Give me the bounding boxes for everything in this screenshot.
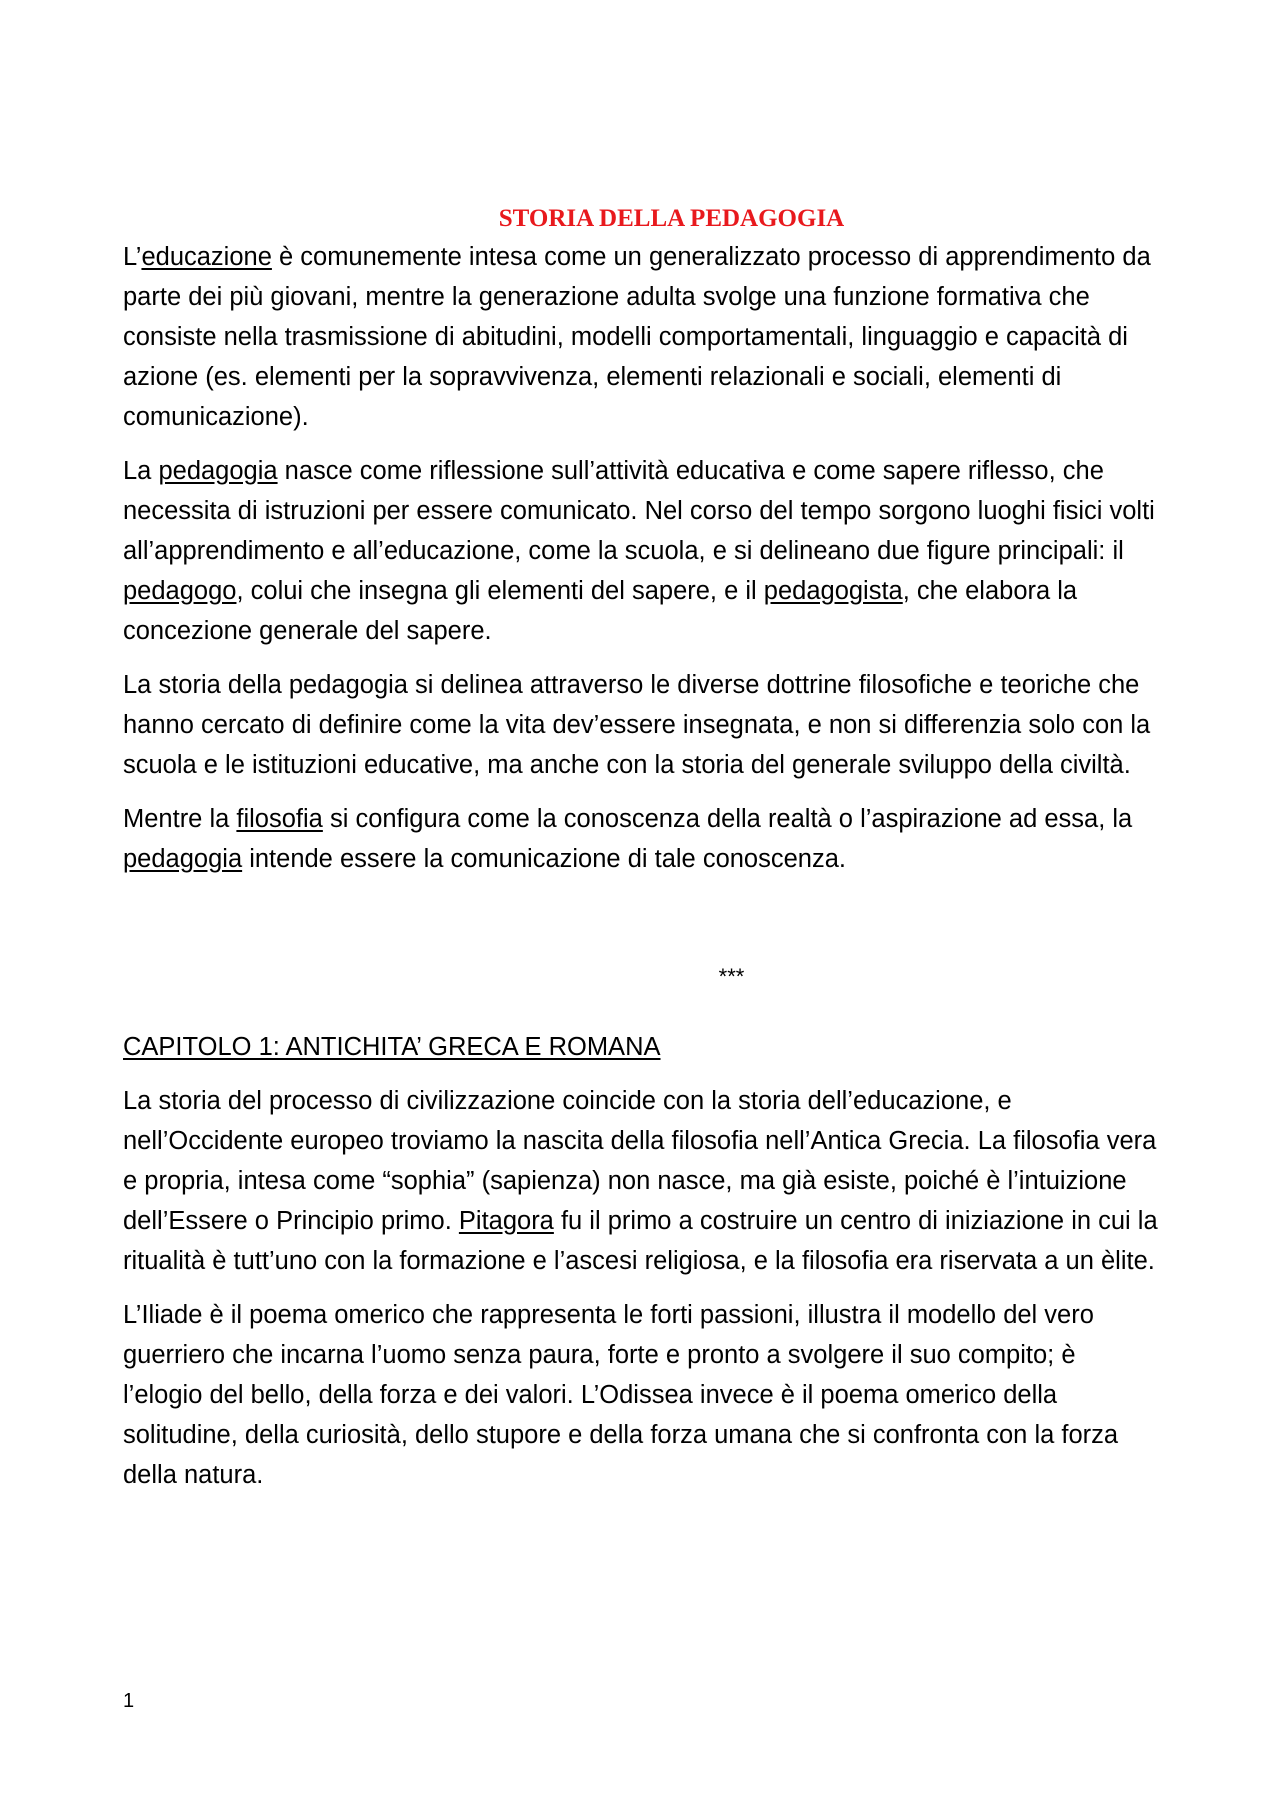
underlined-term: pedagogo: [123, 577, 237, 605]
underlined-term: Pitagora: [458, 1207, 554, 1235]
text-run: intende essere la comunicazione di tale conoscenza.: [242, 845, 846, 873]
chapter-heading: CAPITOLO 1: ANTICHITA’ GRECA E ROMANA: [123, 1033, 661, 1061]
text-run: La: [123, 457, 159, 485]
paragraph-5: [123, 1081, 1160, 1281]
page-number: 1: [123, 1690, 135, 1712]
document-title: STORIA DELLA PEDAGOGIA: [498, 205, 845, 232]
paragraph-6: L’Iliade è il poema omerico che rappresenta le forti passioni, illustra il modello del vero guerriero che incarna l’uomo senza paura, forte e pronto a svolgere il suo compito; è l’elogio del bello, della forza e dei valori. L’Odissea invece è il poema omerico della solitudine, della curiosità, dello stupore e della forza umana che si confronta con la forza della natura.: [123, 1301, 1119, 1489]
paragraph-3: La storia della pedagogia si delinea attraverso le diverse dottrine filosofiche e teoriche che hanno cercato di definire come la vita dev’essere insegnata, e non si differenzia solo con la scuola e le istituzioni educative, ma anche con la storia del generale sviluppo della civiltà.: [123, 671, 1151, 779]
paragraph-1: [123, 237, 1160, 437]
text-run: nasce come riflessione sull’attività educativa e come sapere riflesso, che necessita di istruzioni per essere comunicato. Nel corso del tempo sorgono luoghi fisici volti all’apprendimento e all’educazione, come la scuola, e si delineano due figure principali: il: [123, 457, 1155, 565]
section-separator: ***: [718, 964, 745, 989]
text-run: fu il primo a costruire un centro di iniziazione in cui la ritualità è tutt’uno con la formazione e l’ascesi religiosa, e la filosofia era riservata a un èlite.: [123, 1207, 1158, 1275]
text-run: si configura come la conoscenza della realtà o l’aspirazione ad essa, la: [322, 805, 1133, 833]
underlined-term: pedagogia: [158, 457, 278, 485]
underlined-term: pedagogia: [123, 845, 243, 873]
underlined-term: filosofia: [236, 805, 323, 833]
paragraph-4: [123, 799, 1160, 879]
text-run: , colui che insegna gli elementi del sapere, e il: [236, 577, 764, 605]
text-run: La storia del processo di civilizzazione coincide con la storia dell’educazione, e nell’Occidente europeo troviamo la nascita della filosofia nell’Antica Grecia. La filosofia vera e propria, intesa come “sophia” (sapienza) non nasce, ma già esiste, poiché è l’intuizione dell’Essere o Principio primo.: [123, 1087, 1157, 1235]
paragraph-2: [123, 451, 1160, 651]
text-run: è comunemente intesa come un generalizzato processo di apprendimento da parte dei più giovani, mentre la generazione adulta svolge una funzione formativa che consiste nella trasmissione di abitudini, modelli comportamentali, linguaggio e capacità di azione (es. elementi per la sopravvivenza, elementi relazionali e sociali, elementi di comunicazione).: [123, 243, 1151, 431]
text-run: Mentre la: [123, 805, 237, 833]
underlined-term: pedagogista: [763, 577, 903, 605]
text-run: L’: [123, 243, 142, 271]
underlined-term: educazione: [141, 243, 272, 271]
text-run: , che elabora la concezione generale del sapere.: [123, 577, 1078, 645]
